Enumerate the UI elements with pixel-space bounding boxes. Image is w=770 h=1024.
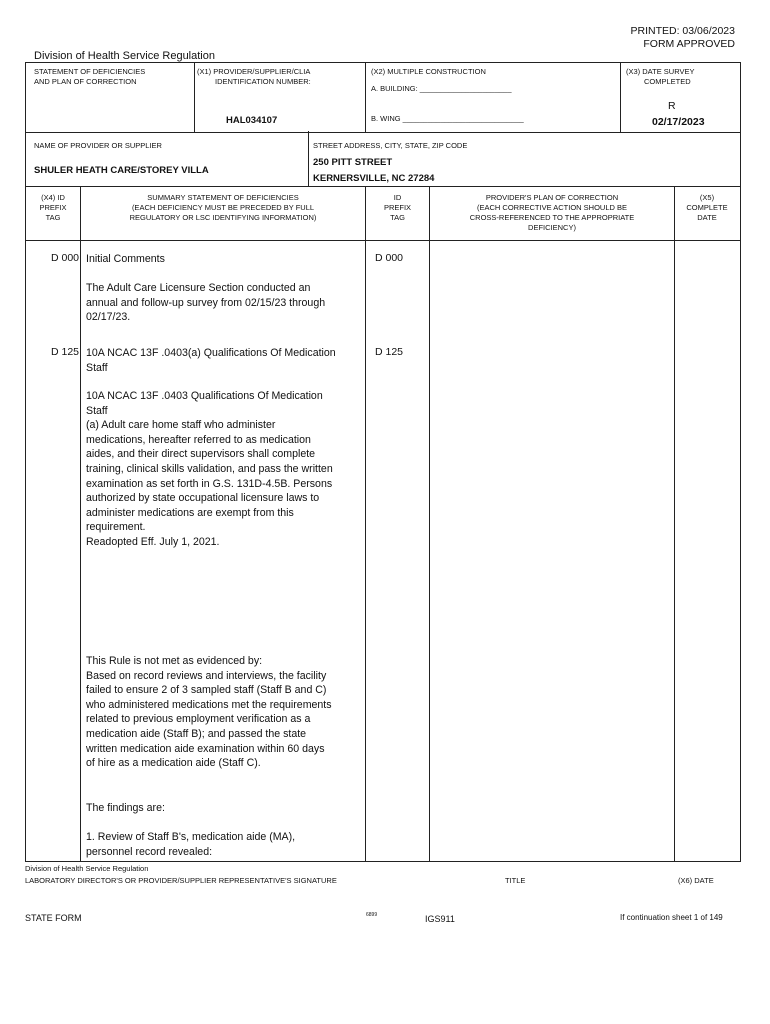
wing-field[interactable]: B. WING _____________________________ [371, 114, 524, 123]
form-code: 6899 [366, 912, 378, 918]
survey-date: 02/17/2023 [652, 116, 705, 128]
x1-label-1: (X1) PROVIDER/SUPPLIER/CLIA [197, 67, 311, 76]
statement-label-2: AND PLAN OF CORRECTION [34, 77, 137, 86]
finding-item-1: 1. Review of Staff B's, medication aide (MA), personnel record revealed: [86, 831, 296, 858]
state-form-label: STATE FORM [25, 913, 82, 923]
id-header-3: TAG [390, 213, 405, 222]
x1-label-2: IDENTIFICATION NUMBER: [215, 77, 311, 86]
x6-date-label: (X6) DATE [678, 876, 714, 885]
summary-header-2: (EACH DEFICIENCY MUST BE PRECEDED BY FULL [131, 203, 315, 212]
title-label: TITLE [505, 876, 526, 885]
id-header-1: ID [393, 193, 402, 202]
tag-d125: D 125 [51, 346, 80, 358]
provider-label: NAME OF PROVIDER OR SUPPLIER [34, 141, 162, 150]
entry-title-d125: 10A NCAC 13F .0403(a) Qualifications Of Medication Staff [86, 347, 336, 374]
form-approved: FORM APPROVED [643, 38, 735, 50]
x5-header-1: (X5) [699, 193, 715, 202]
plan-header-4: DEFICIENCY) [528, 223, 576, 232]
x3-label-1: (X3) DATE SURVEY [626, 67, 695, 76]
x5-header-2: COMPLETE [686, 203, 728, 212]
id-tag-d000: D 000 [375, 252, 404, 264]
plan-header-2: (EACH CORRECTIVE ACTION SHOULD BE [476, 203, 628, 212]
plan-header-3: CROSS-REFERENCED TO THE APPROPRIATE [469, 213, 635, 222]
footer-division: Division of Health Service Regulation [25, 864, 149, 873]
entry-title-d000: Initial Comments [86, 253, 165, 265]
x3-label-2: COMPLETED [644, 77, 691, 86]
provider-id: HAL034107 [226, 115, 278, 126]
city-state-zip: KERNERSVILLE, NC 27284 [313, 173, 435, 184]
x2-label: (X2) MULTIPLE CONSTRUCTION [371, 67, 486, 76]
survey-code: R [668, 100, 676, 112]
findings-are: The findings are: [86, 802, 165, 814]
tag-d000: D 000 [51, 252, 80, 264]
entry-text-d000: The Adult Care Licensure Section conducted an annual and follow-up survey from 02/15/23 through 02/17/23. [86, 282, 326, 324]
division-title: Division of Health Service Regulation [34, 50, 215, 62]
finding-text-d125: This Rule is not met as evidenced by: Based on record reviews and interviews, the facility failed to ensure 2 of 3 sampled staff (Staff B and C) who administered medications met the requirements related to previous employment verification as a medication aide (Staff B); and passed the state written medication aide examination within 60 days of hire as a medication aide (Staff C). [86, 655, 332, 770]
id-tag-d125: D 125 [375, 346, 404, 358]
id-header-2: PREFIX [383, 203, 412, 212]
summary-header-1: SUMMARY STATEMENT OF DEFICIENCIES [147, 193, 299, 202]
continuation-sheet: If continuation sheet 1 of 149 [620, 913, 723, 922]
signature-label: LABORATORY DIRECTOR'S OR PROVIDER/SUPPLIER REPRESENTATIVE'S SIGNATURE [25, 876, 337, 885]
plan-header-1: PROVIDER'S PLAN OF CORRECTION [485, 193, 619, 202]
summary-header-3: REGULATORY OR LSC IDENTIFYING INFORMATION) [129, 213, 317, 222]
provider-name: SHULER HEATH CARE/STOREY VILLA [34, 165, 209, 176]
x5-header-3: DATE [697, 213, 717, 222]
x4-header-3: TAG [45, 213, 61, 222]
building-field[interactable]: A. BUILDING: ______________________ [371, 84, 512, 93]
printed-date: PRINTED: 03/06/2023 [630, 25, 735, 37]
x4-header-2: PREFIX [39, 203, 67, 212]
street-address: 250 PITT STREET [313, 157, 393, 168]
x4-header-1: (X4) ID [41, 193, 65, 202]
address-label: STREET ADDRESS, CITY, STATE, ZIP CODE [313, 141, 468, 150]
rule-text-d125: 10A NCAC 13F .0403 Qualifications Of Medication Staff (a) Adult care home staff who administer medications, hereafter referred to as medication aides, and their direct supervisors shall complete training, clinical skills validation, and pass the written examination as set forth in G.S. 131D-4.5B. Persons authorized by state occupational licensure laws to administer medications are exempt from this requirement. Readopted Eff. July 1, 2021. [86, 390, 333, 548]
form-id: IGS911 [425, 914, 455, 924]
statement-label-1: STATEMENT OF DEFICIENCIES [34, 67, 146, 76]
